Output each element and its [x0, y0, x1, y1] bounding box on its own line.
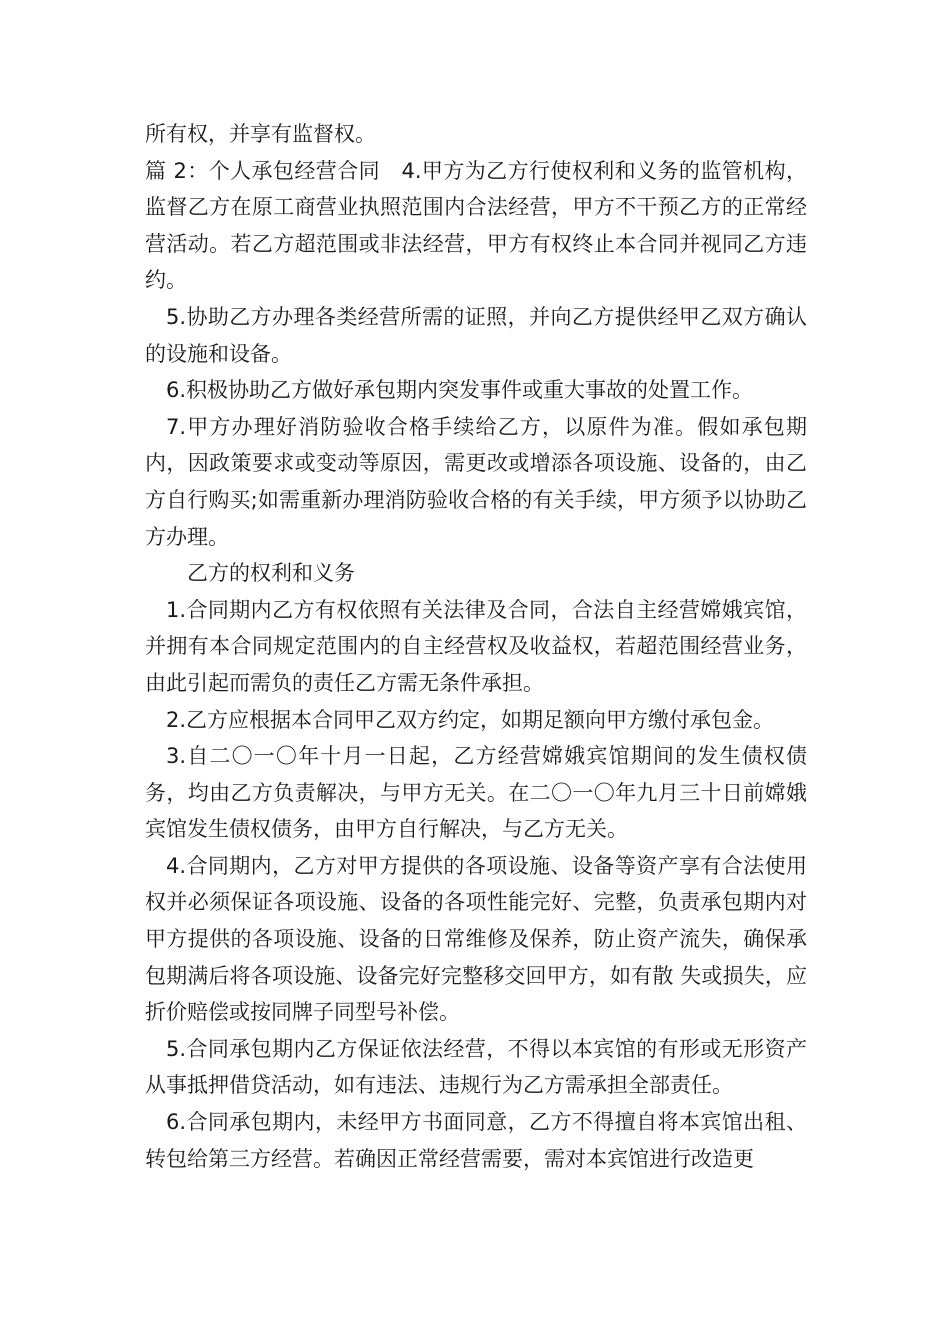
paragraph-party-b-item-6: 6.合同承包期内，未经甲方书面同意，乙方不得擅自将本宾馆出租、转包给第三方经营。若确因正常经营需要，需对本宾馆进行改造更	[145, 1110, 807, 1171]
paragraph-party-b-item-5: 5.合同承包期内乙方保证依法经营，不得以本宾馆的有形或无形资产从事抵押借贷活动，如有违法、违规行为乙方需承担全部责任。	[145, 1036, 807, 1098]
paragraph-party-a-supervision: 篇 2：个人承包经营合同 4.甲方为乙方行使权利和义务的监管机构，监督乙方在原工商营业执照范围内合法经营，甲方不干预乙方的正常经营活动。若乙方超范围或非法经营，甲方有权终止本合同并视同乙方违约。	[145, 158, 807, 293]
section-heading-party-b: 乙方的权利和义务	[187, 561, 355, 586]
paragraph-continuation: 所有权，并享有监督权。	[145, 122, 376, 146]
document-body	[145, 116, 807, 1177]
paragraph-party-b-item-4: 4.合同期内，乙方对甲方提供的各项设施、设备等资产享有合法使用权并必须保证各项设施、设备的各项性能完好、完整，负责承包期内对甲方提供的各项设施、设备的日常维修及保养，防止资产流失，确保承包期满后将各项设施、设备完好完整移交回甲方，如有散 失或损失，应折价赔偿或按同牌子同型号补偿。	[145, 853, 807, 1025]
paragraph-party-b-item-3: 3.自二〇一〇年十月一日起，乙方经营嫦娥宾馆期间的发生债权债务，均由乙方负责解决，与甲方无关。在二〇一〇年九月三十日前嫦娥宾馆发生债权债务，由甲方自行解决，与乙方无关。	[145, 744, 807, 842]
paragraph-party-b-item-1: 1.合同期内乙方有权依照有关法律及合同，合法自主经营嫦娥宾馆，并拥有本合同规定范围内的自主经营权及收益权，若超范围经营业务，由此引起而需负的责任乙方需无条件承担。	[145, 597, 807, 695]
paragraph-party-a-item-6: 6.积极协助乙方做好承包期内突发事件或重大事故的处置工作。	[166, 378, 754, 403]
paragraph-party-b-item-2: 2.乙方应根据本合同甲乙双方约定，如期足额向甲方缴付承包金。	[166, 707, 775, 732]
paragraph-party-a-item-5: 5.协助乙方办理各类经营所需的证照，并向乙方提供经甲乙双方确认的设施和设备。	[145, 304, 807, 366]
paragraph-party-a-item-7: 7.甲方办理好消防验收合格手续给乙方，以原件为准。假如承包期内，因政策要求或变动等原因，需更改或增添各项设施、设备的，由乙方自行购买;如需重新办理消防验收合格的有关手续，甲方须予以协助乙方办理。	[145, 414, 807, 549]
